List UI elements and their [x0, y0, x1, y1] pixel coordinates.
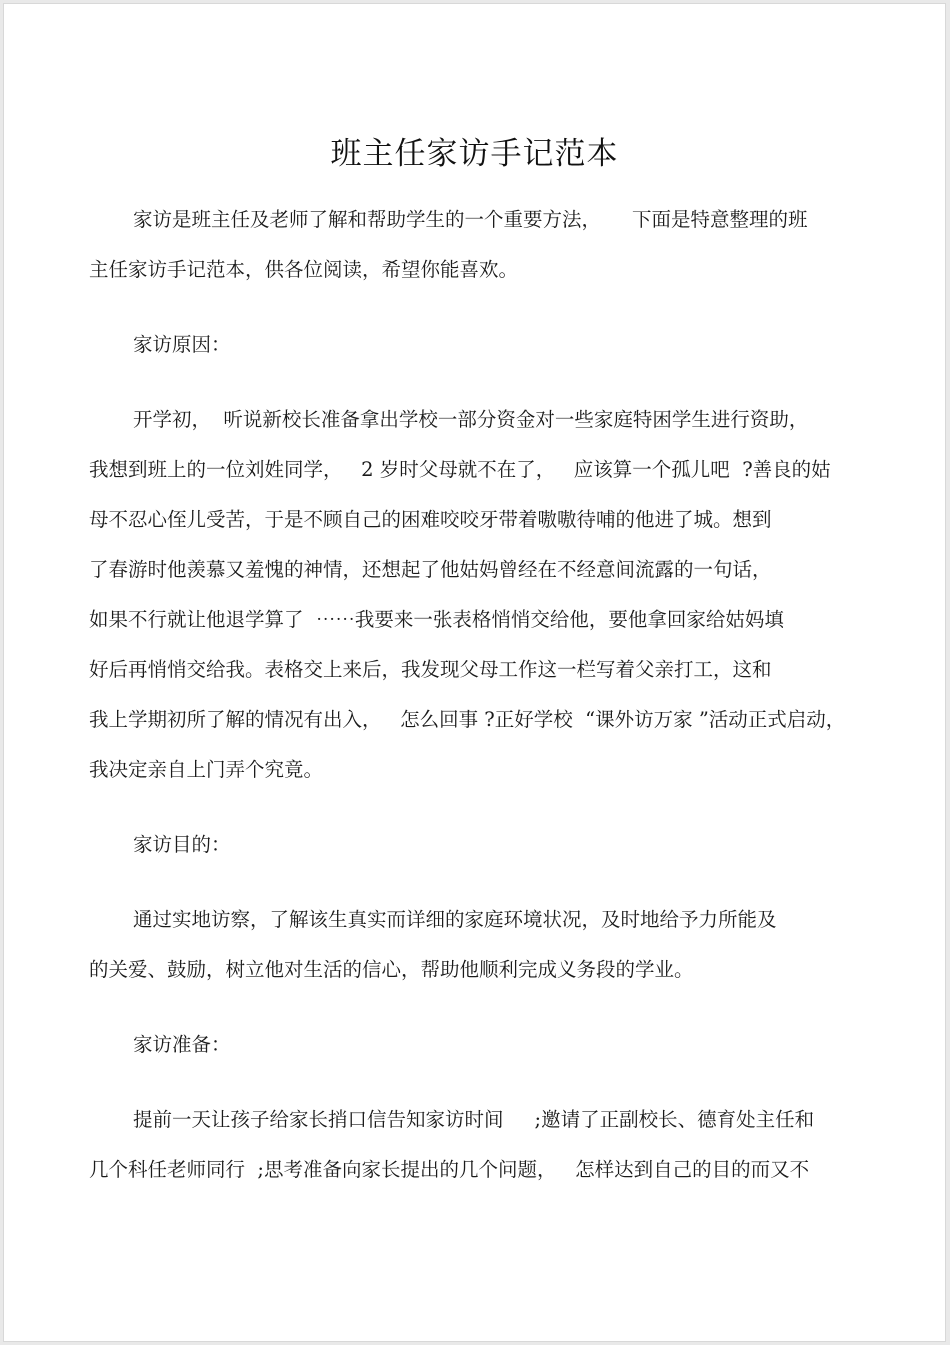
text-line: 母不忍心侄儿受苦，于是不顾自己的困难咬咬牙带着嗷嗷待哺的他进了城。想到 — [89, 508, 772, 531]
text-line: 开学初， 听说新校长准备拿出学校一部分资金对一些家庭特困学生进行资助， — [133, 408, 809, 431]
text-line: 了春游时他羡慕又羞愧的神情，还想起了他姑妈曾经在不经意间流露的一句话， — [89, 558, 772, 581]
text-line: 家访是班主任及老师了解和帮助学生的一个重要方法， 下面是特意整理的班 — [133, 208, 808, 231]
text-line: 好后再悄悄交给我。表格交上来后，我发现父母工作这一栏写着父亲打工，这和 — [89, 658, 772, 681]
section-heading-reason: 家访原因： — [133, 333, 231, 356]
text-line: 提前一天让孩子给家长捎口信告知家访时间 ;邀请了正副校长、德育处主任和 — [133, 1108, 815, 1131]
text-line: 我决定亲自上门弄个究竟。 — [89, 758, 324, 781]
text-line: 的关爱、鼓励，树立他对生活的信心，帮助他顺利完成义务段的学业。 — [89, 958, 694, 981]
section-heading-purpose: 家访目的： — [133, 833, 231, 856]
text-line: 如果不行就让他退学算了 ⋯⋯我要来一张表格悄悄交给他，要他拿回家给姑妈填 — [89, 608, 784, 631]
text-line: 主任家访手记范本，供各位阅读，希望你能喜欢。 — [89, 258, 519, 281]
document-page — [3, 3, 946, 1342]
text-line: 通过实地访察，了解该生真实而详细的家庭环境状况，及时地给予力所能及 — [133, 908, 777, 931]
section-heading-preparation: 家访准备： — [133, 1033, 231, 1056]
document-title: 班主任家访手记范本 — [330, 136, 619, 172]
text-line: 我想到班上的一位刘姓同学， 2 岁时父母就不在了， 应该算一个孤儿吧 ?善良的姑 — [89, 458, 831, 481]
text-line: 我上学期初所了解的情况有出入， 怎么回事 ?正好学校 “课外访万家 ”活动正式启动， — [89, 708, 846, 731]
text-line: 几个科任老师同行 ;思考准备向家长提出的几个问题， 怎样达到自己的目的而又不 — [89, 1158, 810, 1181]
